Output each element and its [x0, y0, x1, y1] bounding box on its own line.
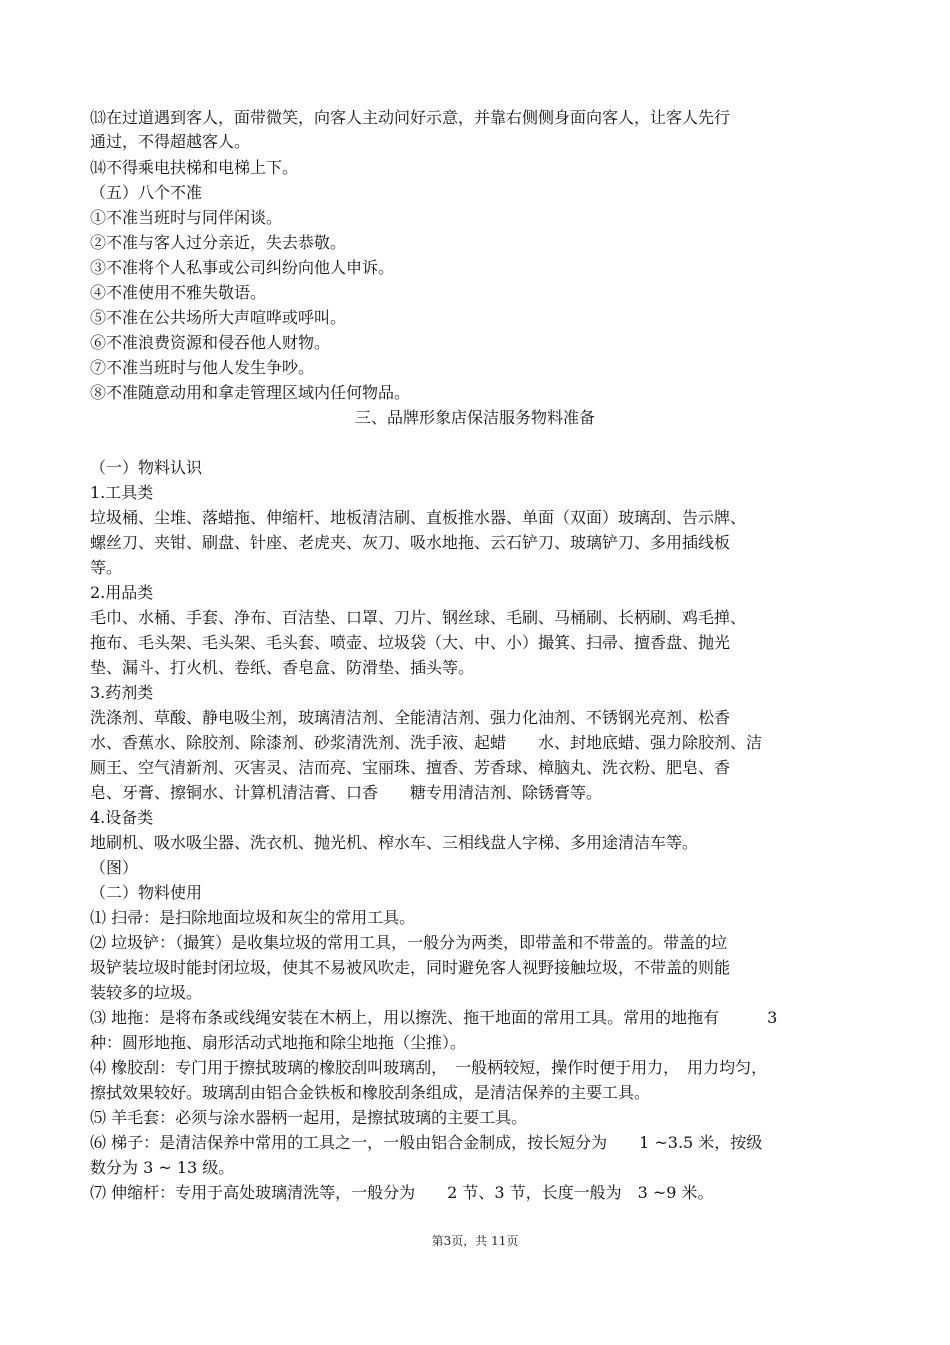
text-line: 装较多的垃圾。	[90, 983, 203, 1002]
text-line: 垃圾桶、尘堆、落蜡拖、伸缩杆、地板清洁刷、直板推水器、单面（双面）玻璃刮、告示牌、	[90, 508, 747, 527]
text-line: ⑦不准当班时与他人发生争吵。	[90, 358, 315, 377]
text-line: 数分为 3 ~ 13 级。	[90, 1158, 235, 1177]
text-line: ⑶ 地拖：是将布条或线绳安装在木柄上，用以擦洗、拖干地面的常用工具。常用的地拖有 3	[90, 1008, 778, 1027]
text-line: 种：圆形地拖、扇形活动式地拖和除尘地拖（尘推）。	[90, 1033, 467, 1052]
text-line: ②不准与客人过分亲近，失去恭敬。	[90, 233, 347, 252]
text-line: ③不准将个人私事或公司纠纷向他人申诉。	[90, 258, 395, 277]
text-line: 通过，不得超越客人。	[90, 132, 251, 151]
section-heading: （二）物料使用	[90, 883, 203, 902]
text-line: ⑷ 橡胶刮：专门用于擦拭玻璃的橡胶刮叫玻璃刮， 一般柄较短，操作时便于用力， 用力均匀，	[90, 1058, 768, 1077]
text-line: ⑤不准在公共场所大声喧哗或呼叫。	[90, 308, 347, 327]
text-line: 毛巾、水桶、手套、净布、百洁垫、口罩、刀片、钢丝球、毛刷、马桶刷、长柄刷、鸡毛掸、	[90, 608, 747, 627]
text-line: ⑺ 伸缩杆：专用于高处玻璃清洗等，一般分为 2 节、3 节，长度一般为 3 ~9 米。	[90, 1183, 714, 1202]
subsection-heading: 4.设备类	[90, 808, 154, 827]
text-line: ⑹ 梯子：是清洁保养中常用的工具之一，一般由铝合金制成，按长短分为 1 ~3.5 米，按级	[90, 1133, 763, 1152]
text-line: ⒁不得乘电扶梯和电梯上下。	[90, 158, 299, 177]
text-line: 圾铲装垃圾时能封闭垃圾，使其不易被风吹走，同时避免客人视野接触垃圾，不带盖的则能	[90, 958, 731, 977]
text-line: 皂、牙膏、擦铜水、计算机清洁膏、口香 糖专用清洁剂、除锈膏等。	[90, 783, 603, 802]
section-heading: （五）八个不准	[90, 183, 203, 202]
text-line: ④不准使用不雅失敬语。	[90, 283, 267, 302]
text-line: 擦拭效果较好。玻璃刮由铝合金铁板和橡胶刮条组成，是清洁保养的主要工具。	[90, 1083, 651, 1102]
text-line: 螺丝刀、夹钳、刷盘、针座、老虎夹、灰刀、吸水地拖、云石铲刀、玻璃铲刀、多用插线板	[90, 533, 731, 552]
text-line: 厕王、空气清新剂、灭害灵、洁而亮、宝丽珠、擅香、芳香球、樟脑丸、洗衣粉、肥皂、香	[90, 758, 731, 777]
text-line: 拖布、毛头架、毛头架、毛头套、喷壶、垃圾袋（大、中、小）撮箕、扫帚、擅香盘、抛光	[90, 633, 731, 652]
text-line: ⑥不准浪费资源和侵吞他人财物。	[90, 333, 331, 352]
text-line: 洗涤剂、草酸、静电吸尘剂，玻璃清洁剂、全能清洁剂、强力化油剂、不锈钢光亮剂、松香	[90, 708, 731, 727]
text-line: 等。	[90, 558, 123, 577]
text-line: ⑸ 羊毛套：必须与涂水器柄一起用，是擦拭玻璃的主要工具。	[90, 1108, 528, 1127]
section-heading: （一）物料认识	[90, 458, 203, 477]
text-line: ⒀在过道遇到客人，面带微笑，向客人主动问好示意，并靠右侧侧身面向客人，让客人先行	[90, 108, 731, 127]
text-line: 垫、漏斗、打火机、卷纸、香皂盒、防滑垫、插头等。	[90, 658, 475, 677]
text-line: 水、香蕉水、除胶剂、除漆剂、砂浆清洗剂、洗手液、起蜡 水、封地底蜡、强力除胶剂、洁	[90, 733, 763, 752]
text-line: ⑵ 垃圾铲：（撮箕）是收集垃圾的常用工具，一般分为两类，即带盖和不带盖的。带盖的垃	[90, 933, 728, 952]
subsection-heading: 1.工具类	[90, 483, 154, 502]
subsection-heading: 3.药剂类	[90, 683, 154, 702]
text-line: ①不准当班时与同伴闲谈。	[90, 208, 283, 227]
chapter-title: 三、品牌形象店保洁服务物料准备	[354, 408, 595, 427]
text-line: ⑧不准随意动用和拿走管理区域内任何物品。	[90, 383, 411, 402]
subsection-heading: 2.用品类	[90, 583, 154, 602]
figure-placeholder: （图）	[90, 858, 139, 877]
text-line: ⑴ 扫帚：是扫除地面垃圾和灰尘的常用工具。	[90, 908, 416, 927]
page-number-footer: 第3页，共 11页	[431, 1234, 519, 1248]
text-line: 地刷机、吸水吸尘器、洗衣机、抛光机、榨水车、三相线盘人字梯、多用途清洁车等。	[90, 833, 699, 852]
